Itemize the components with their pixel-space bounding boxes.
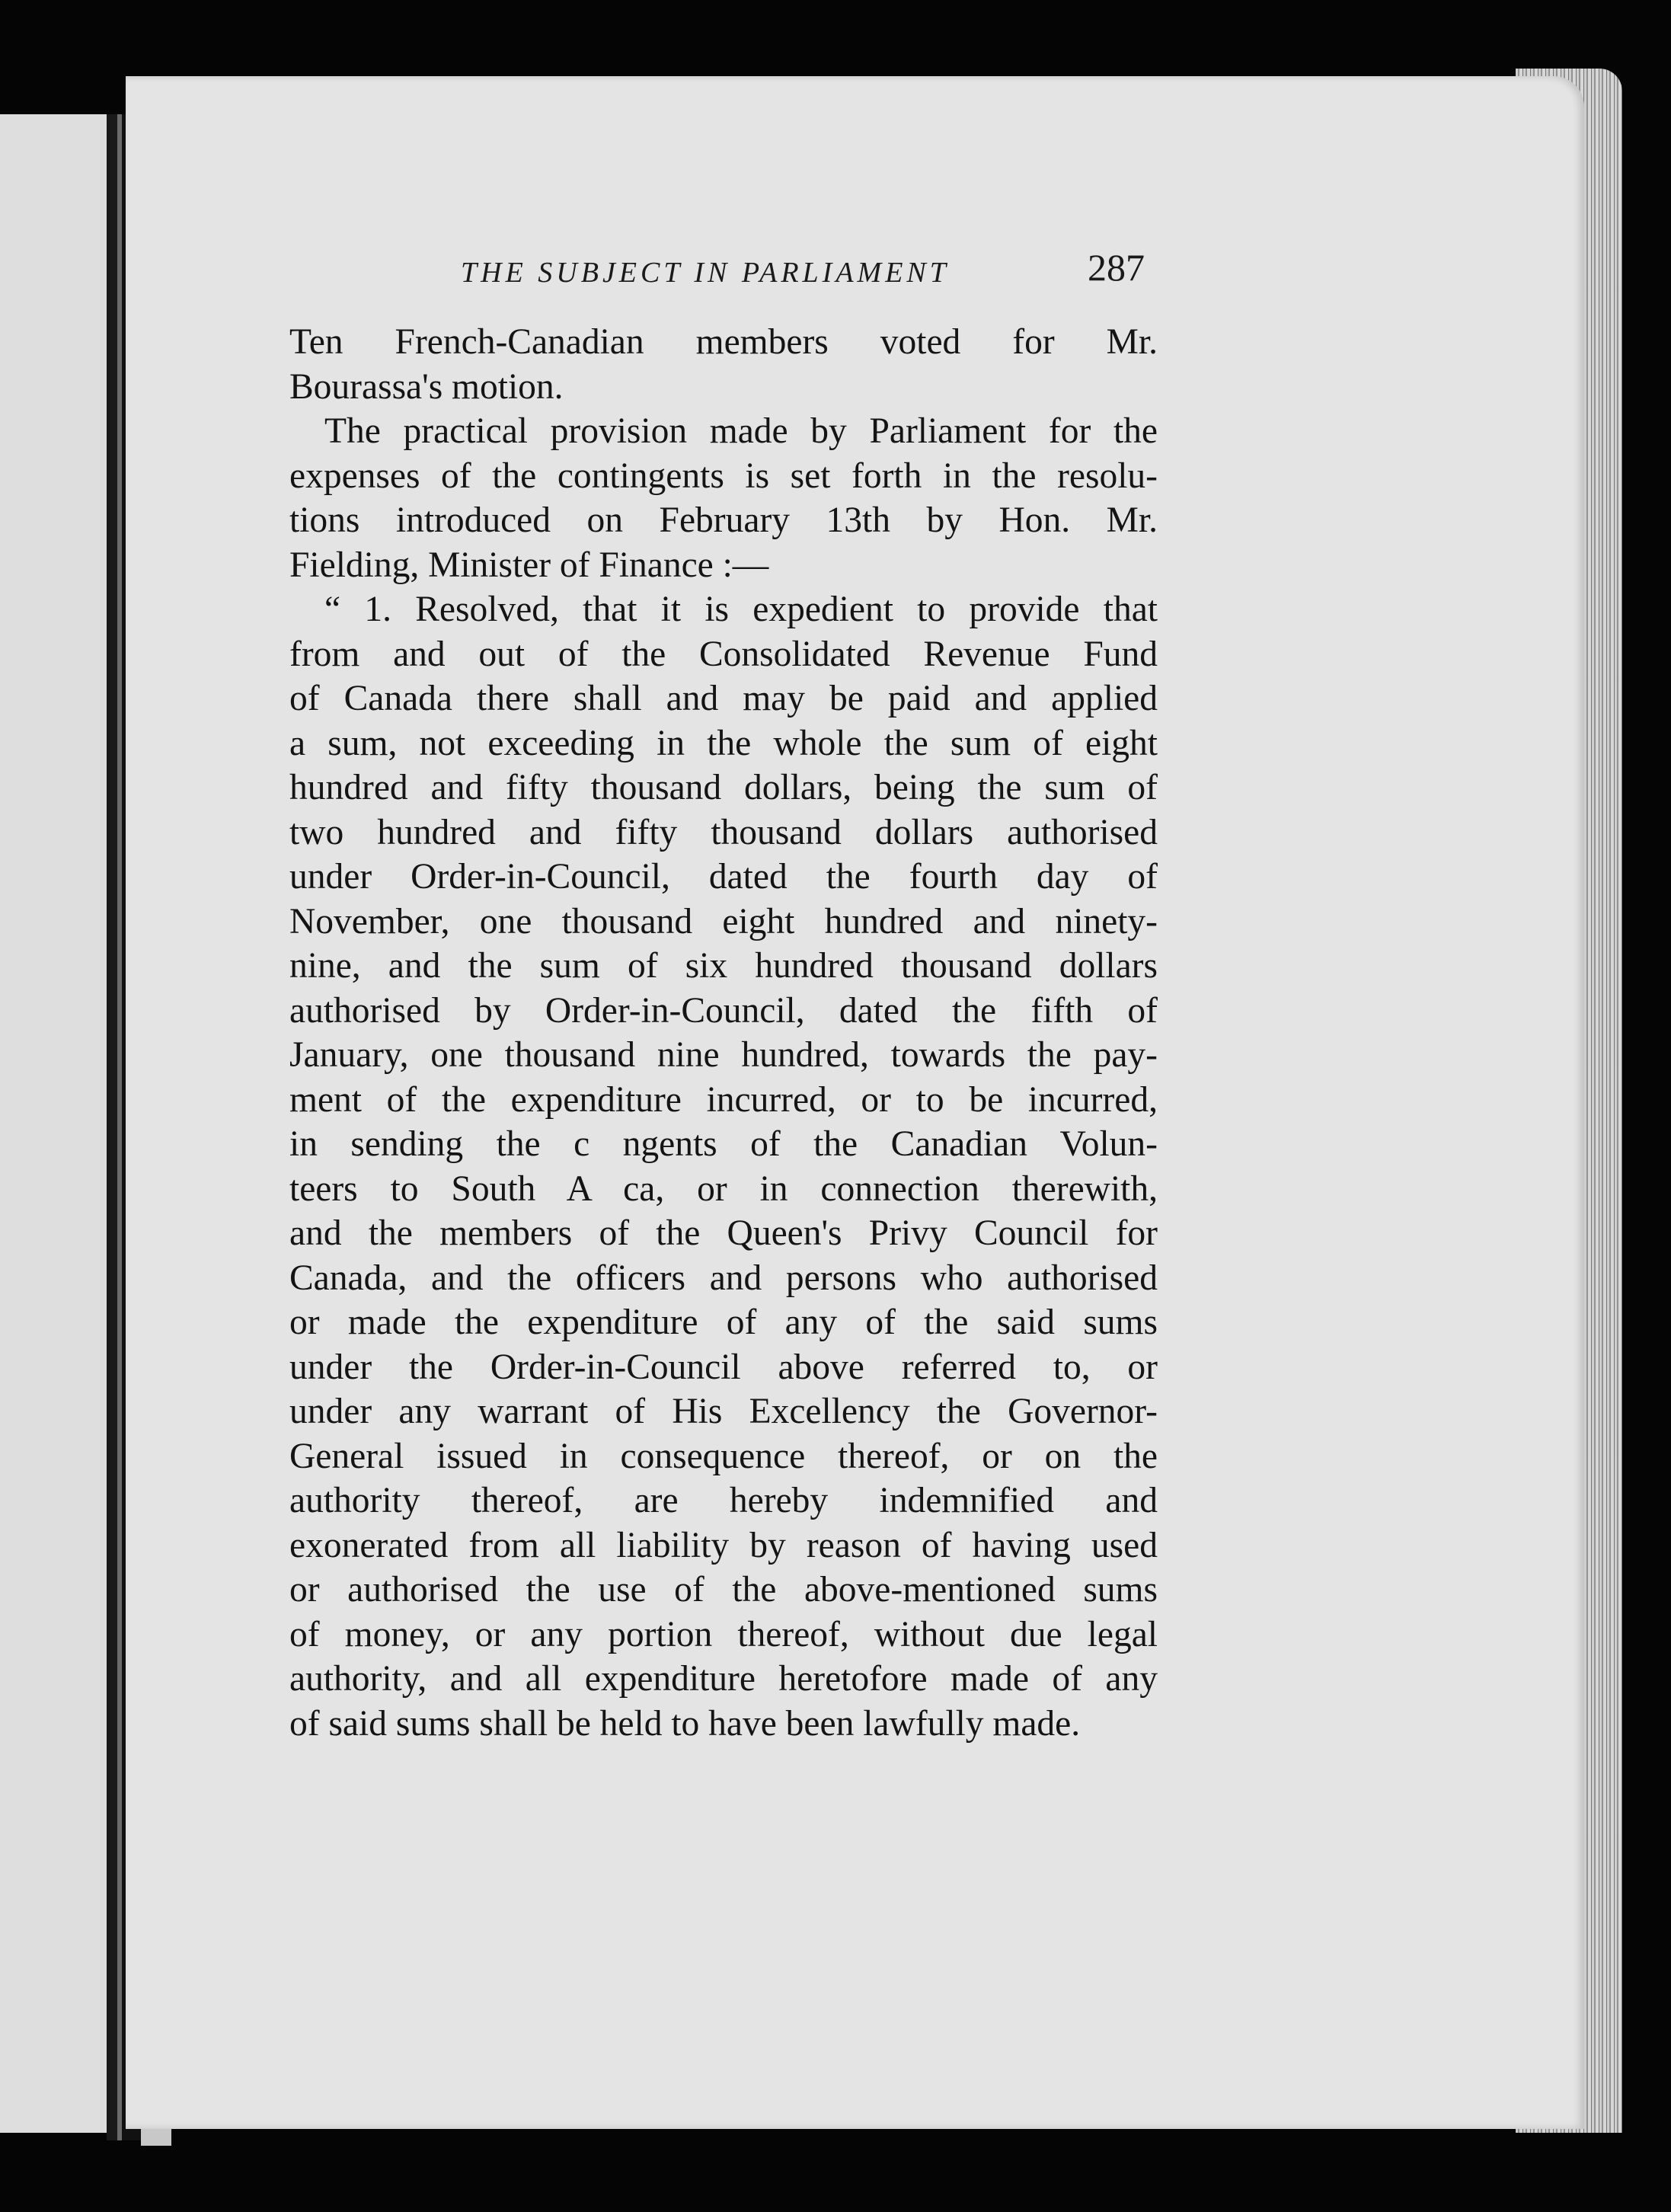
text-line: tions introduced on February 13th by Hon. Mr. (289, 500, 1158, 540)
text-line: teers to South A ca, or in connection therewith, (289, 1168, 1158, 1209)
text-line: ment of the expenditure incurred, or to be incurred, (289, 1079, 1158, 1120)
text-line: authority thereof, are hereby indemnified and (289, 1481, 1158, 1520)
text-line: exonerated from all liability by reason of having used (289, 1525, 1158, 1565)
page-number: 287 (1088, 246, 1145, 289)
text-line: Ten French-Canadian members voted for Mr. (289, 322, 1158, 362)
text-line: General issued in consequence thereof, or on the (289, 1436, 1158, 1476)
text-line: The practical provision made by Parliament for the (324, 411, 1158, 451)
text-line: authorised by Order-in-Council, dated the fifth of (289, 990, 1158, 1031)
page-header (289, 245, 1158, 299)
text-line: under Order-in-Council, dated the fourth day of (289, 857, 1158, 897)
text-line: under the Order-in-Council above referred to, or (289, 1347, 1158, 1387)
text-line: January, one thousand nine hundred, towards the pay- (289, 1035, 1158, 1075)
text-line: authority, and all expenditure heretofore made of any (289, 1659, 1158, 1699)
text-line: Bourassa's motion. (289, 366, 564, 407)
text-line: hundred and fifty thousand dollars, being the sum of (289, 768, 1158, 807)
left-page-edge (0, 114, 114, 2133)
body-text (289, 320, 1158, 1746)
text-line: of Canada there shall and may be paid and applied (289, 679, 1158, 718)
text-line: November, one thousand eight hundred and ninety- (289, 901, 1158, 941)
text-line: and the members of the Queen's Privy Council for (289, 1213, 1158, 1253)
text-line: expenses of the contingents is set forth in the resolu- (289, 456, 1158, 496)
text-line: Canada, and the officers and persons who authorised (289, 1258, 1158, 1298)
text-line: of said sums shall be held to have been lawfully made. (289, 1703, 1081, 1744)
text-line: nine, and the sum of six hundred thousand dollars (289, 946, 1158, 986)
text-line: in sending the c ngents of the Canadian Volun- (289, 1124, 1158, 1164)
text-line: or authorised the use of the above-mentioned sums (289, 1570, 1158, 1609)
text-line: two hundred and fifty thousand dollars authorised (289, 812, 1158, 852)
text-line: under any warrant of His Excellency the Governor- (289, 1392, 1158, 1431)
text-line: from and out of the Consolidated Revenue Fund (289, 634, 1158, 674)
bottom-stub (141, 2129, 171, 2146)
text-line: of money, or any portion thereof, without due legal (289, 1614, 1158, 1654)
text-line: a sum, not exceeding in the whole the sum of eight (289, 723, 1158, 763)
text-line: or made the expenditure of any of the said sums (289, 1303, 1158, 1342)
text-line: Fielding, Minister of Finance :— (289, 545, 769, 585)
running-head: THE SUBJECT IN PARLIAMENT (461, 257, 950, 289)
text-line: “ 1. Resolved, that it is expedient to provide that (324, 590, 1158, 629)
